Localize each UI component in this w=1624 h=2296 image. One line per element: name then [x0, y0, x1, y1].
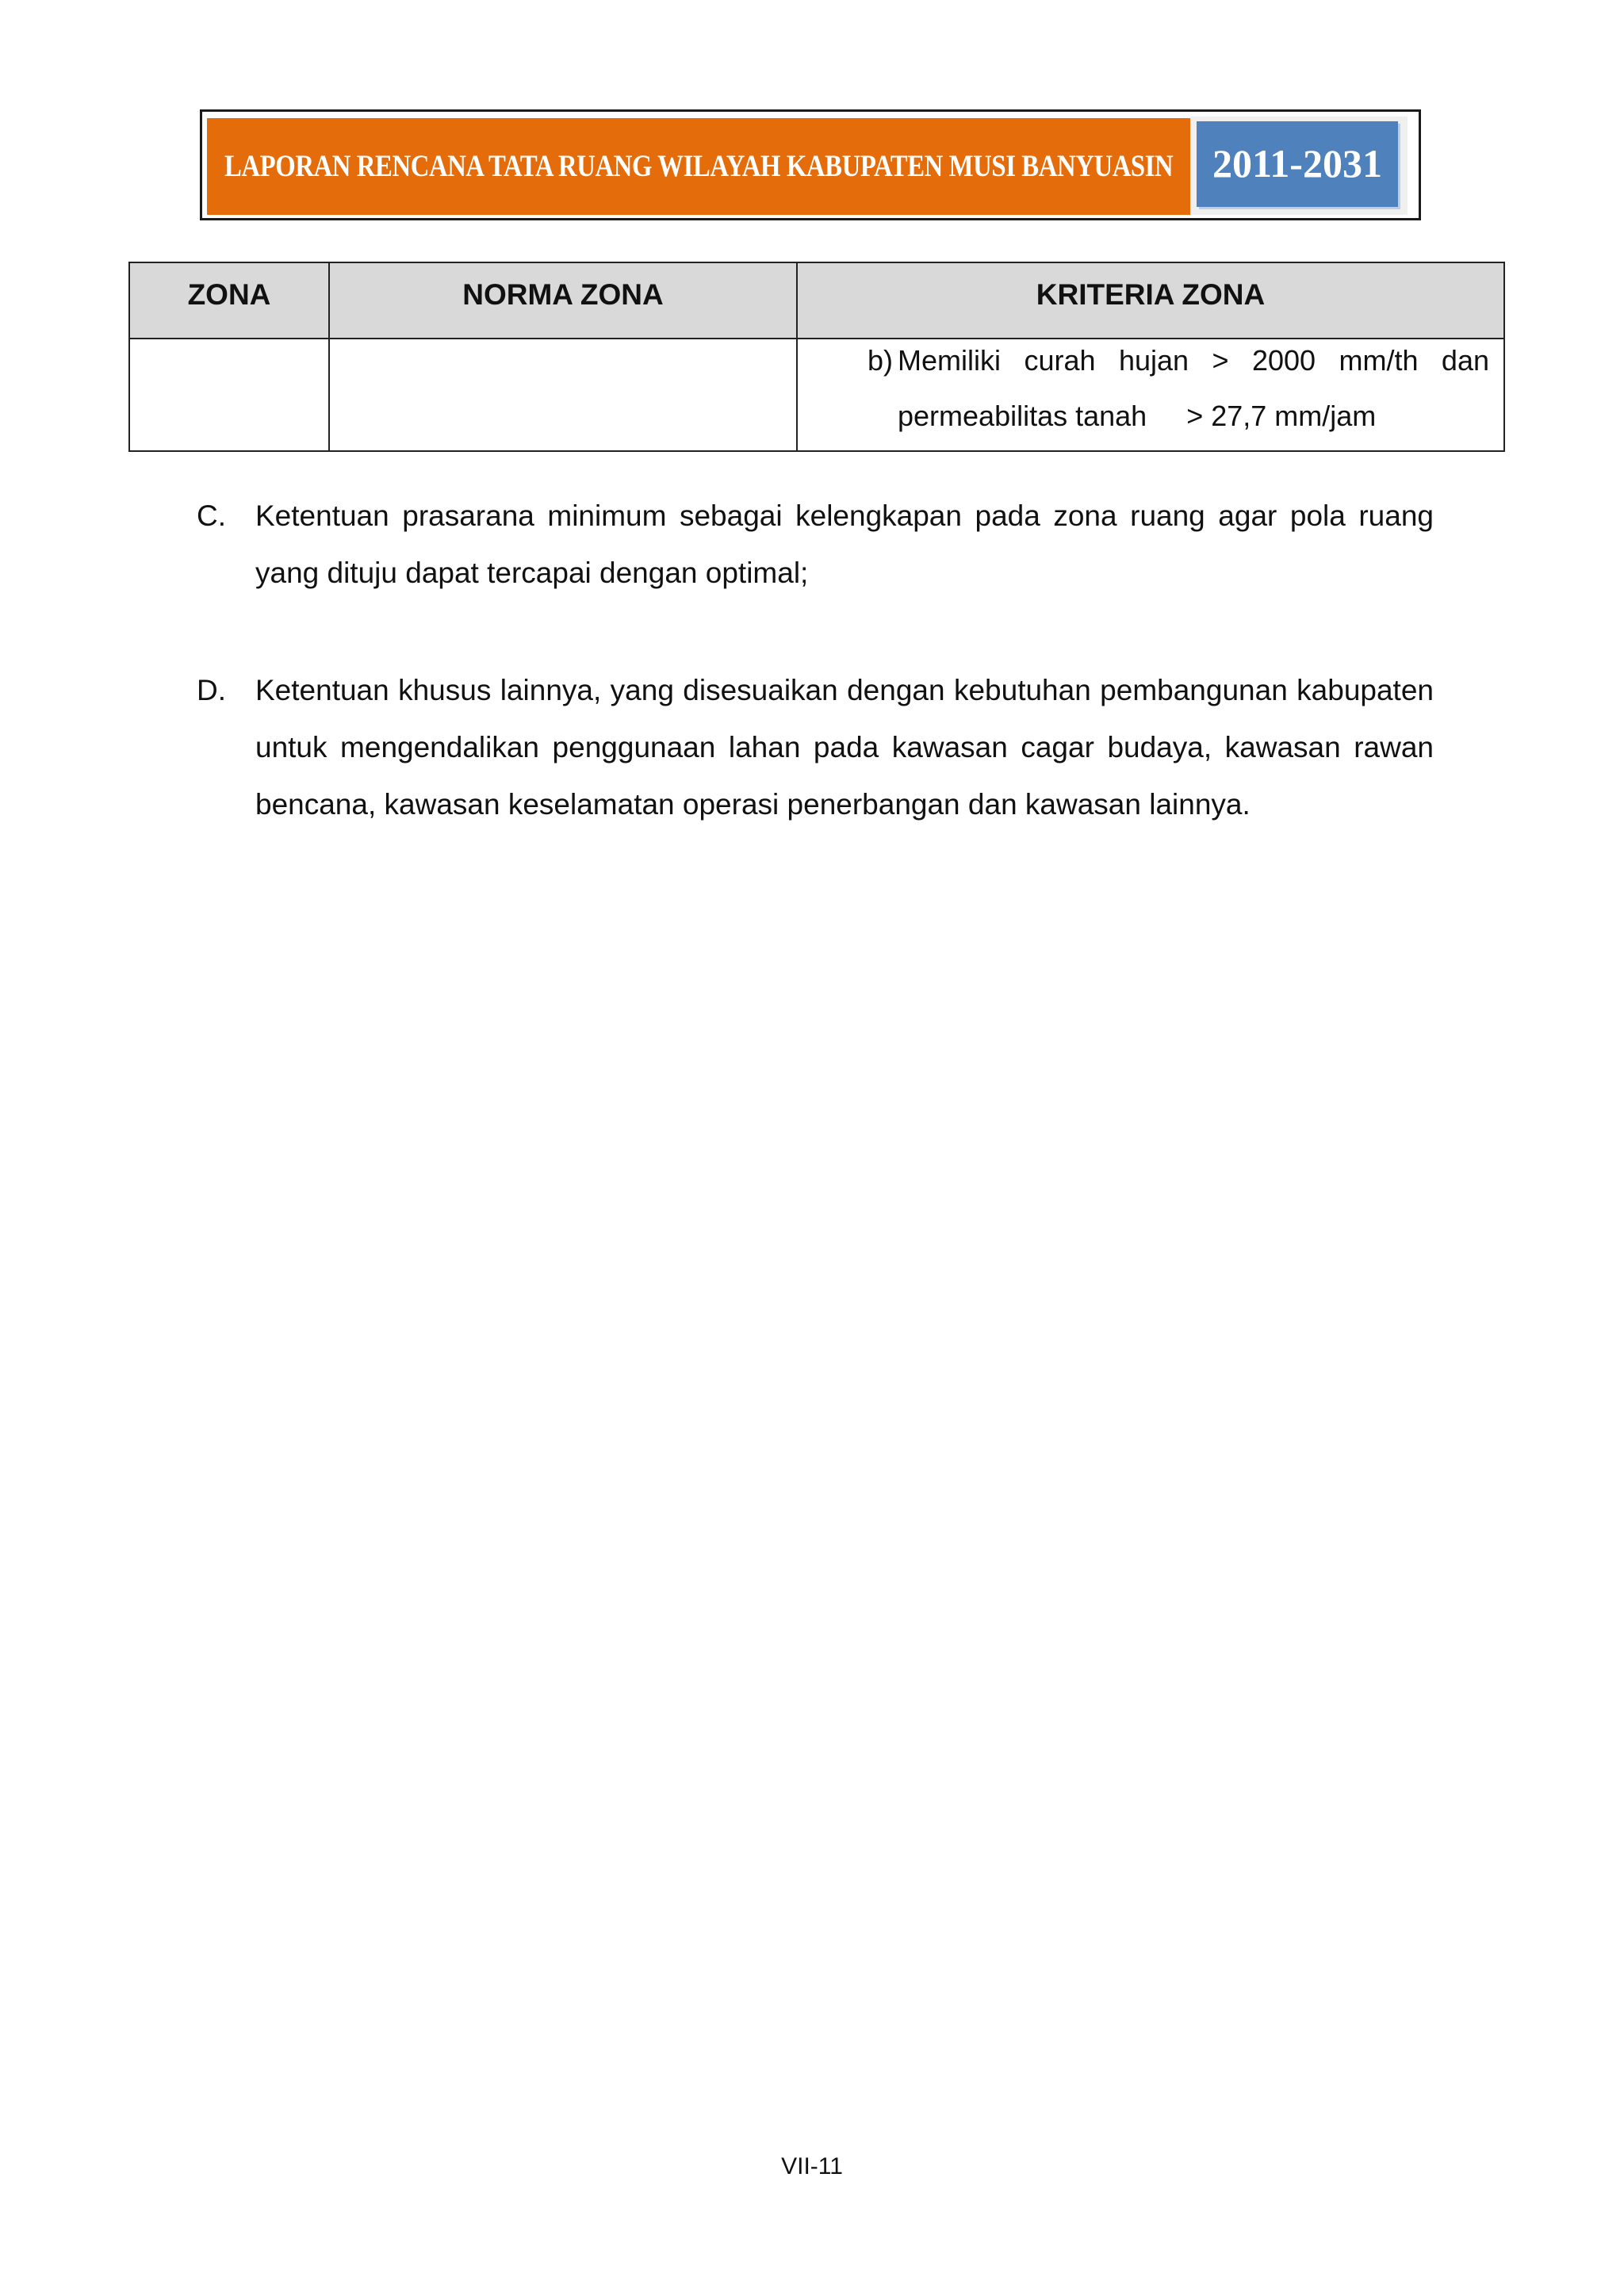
criteria-item-text-line-2: permeabilitas tanah > 27,7 mm/jam: [898, 400, 1377, 432]
list-item-text: Ketentuan prasarana minimum sebagai kelengkapan pada zona ruang agar pola ruang yang dituju dapat tercapai dengan optimal;: [255, 499, 1434, 589]
report-years: 2011-2031: [1212, 141, 1382, 186]
page-number: VII-11: [781, 2153, 843, 2179]
list-item-letter: C.: [197, 499, 226, 532]
list-item-text: Ketentuan khusus lainnya, yang disesuaikan dengan kebutuhan pembangunan kabupaten untuk mengendalikan penggunaan lahan pada kawasan cagar budaya, kawasan rawan bencana, kawasan keselamatan operasi penerbangan dan kawasan lainnya.: [255, 674, 1434, 821]
kriteria-zona-cell: [797, 339, 1504, 451]
column-header-zona: ZONA: [129, 262, 329, 339]
column-header-kriteria-zona: KRITERIA ZONA: [797, 262, 1504, 339]
report-years-box: [1190, 117, 1408, 215]
list-item-letter: D.: [197, 674, 226, 706]
criteria-item-label: b): [868, 344, 894, 377]
table-row: [129, 339, 1504, 451]
zone-table: [128, 262, 1505, 452]
report-years-panel: [1197, 121, 1398, 207]
norma-zona-cell: [329, 339, 797, 451]
table-header-row: [129, 262, 1504, 339]
report-header-banner: [200, 109, 1421, 220]
criteria-item-text-line-1: Memiliki curah hujan > 2000 mm/th dan: [898, 344, 1489, 377]
report-title: LAPORAN RENCANA TATA RUANG WILAYAH KABUPATEN MUSI BANYUASIN: [224, 149, 1174, 183]
column-header-norma-zona: NORMA ZONA: [329, 262, 797, 339]
zona-cell: [129, 339, 329, 451]
